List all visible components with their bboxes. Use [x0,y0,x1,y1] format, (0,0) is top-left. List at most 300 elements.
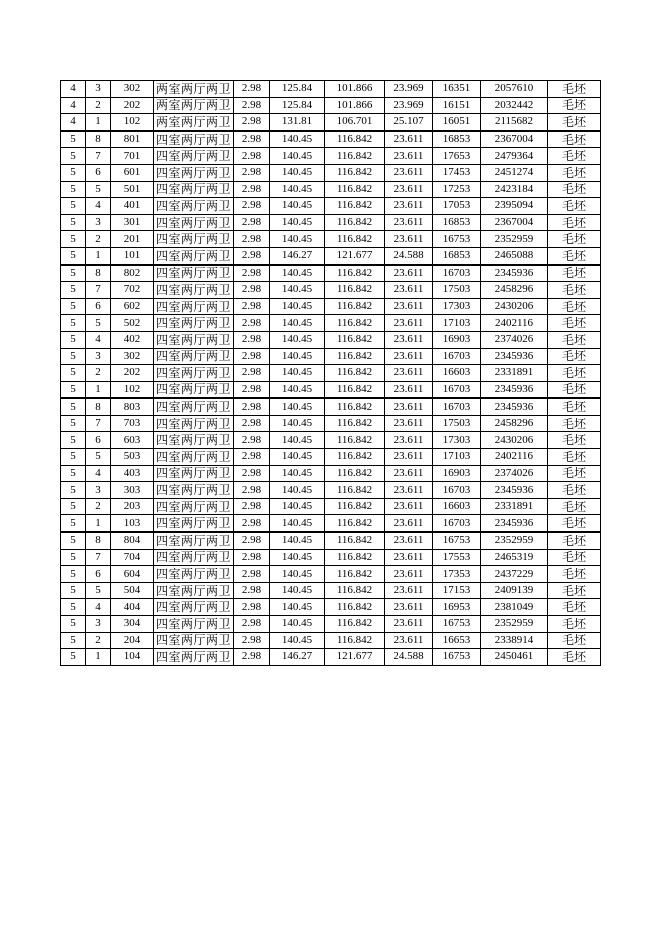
cell-decoration: 毛坯 [548,432,601,449]
cell-floor: 6 [86,566,111,583]
cell-height: 2.98 [234,649,270,666]
cell-building: 5 [61,532,86,549]
cell-shared_area: 23.611 [385,214,433,231]
cell-decoration: 毛坯 [548,415,601,432]
cell-unit_price: 16703 [433,381,481,398]
cell-floor: 7 [86,148,111,165]
cell-building: 5 [61,315,86,332]
cell-unit_type: 四室两厅两卫 [154,247,234,264]
cell-decoration: 毛坯 [548,549,601,566]
cell-total_price: 2451274 [481,164,548,181]
cell-unit_type: 四室两厅两卫 [154,164,234,181]
cell-decoration: 毛坯 [548,482,601,499]
cell-gross_area: 140.45 [270,231,325,248]
cell-unit_type: 四室两厅两卫 [154,532,234,549]
cell-unit_type: 两室两厅两卫 [154,97,234,114]
cell-room_no: 302 [111,348,154,365]
table-row [61,532,601,549]
cell-unit_type: 四室两厅两卫 [154,566,234,583]
cell-building: 5 [61,515,86,532]
cell-unit_price: 16703 [433,482,481,499]
cell-unit_type: 四室两厅两卫 [154,582,234,599]
cell-gross_area: 140.45 [270,432,325,449]
cell-unit_type: 四室两厅两卫 [154,265,234,282]
table-row [61,432,601,449]
cell-gross_area: 140.45 [270,398,325,415]
cell-inner_area: 116.842 [325,315,385,332]
cell-building: 5 [61,465,86,482]
cell-height: 2.98 [234,398,270,415]
cell-shared_area: 23.611 [385,298,433,315]
cell-unit_type: 四室两厅两卫 [154,599,234,616]
cell-gross_area: 146.27 [270,649,325,666]
cell-unit_type: 四室两厅两卫 [154,415,234,432]
table-row [61,148,601,165]
cell-floor: 3 [86,81,111,98]
cell-height: 2.98 [234,566,270,583]
table-row [61,214,601,231]
cell-height: 2.98 [234,282,270,299]
cell-gross_area: 140.45 [270,148,325,165]
cell-room_no: 803 [111,398,154,415]
cell-unit_type: 四室两厅两卫 [154,549,234,566]
cell-building: 5 [61,582,86,599]
cell-total_price: 2450461 [481,649,548,666]
cell-inner_area: 116.842 [325,231,385,248]
cell-total_price: 2374026 [481,465,548,482]
cell-floor: 2 [86,97,111,114]
cell-gross_area: 131.81 [270,114,325,131]
cell-room_no: 202 [111,97,154,114]
cell-unit_price: 16853 [433,214,481,231]
table-row [61,632,601,649]
cell-shared_area: 23.611 [385,599,433,616]
cell-room_no: 804 [111,532,154,549]
cell-height: 2.98 [234,415,270,432]
cell-building: 5 [61,164,86,181]
cell-unit_price: 16703 [433,398,481,415]
cell-shared_area: 23.611 [385,164,433,181]
cell-floor: 1 [86,247,111,264]
cell-floor: 8 [86,398,111,415]
cell-height: 2.98 [234,214,270,231]
table-row [61,482,601,499]
cell-unit_price: 16603 [433,498,481,515]
cell-floor: 2 [86,632,111,649]
cell-inner_area: 116.842 [325,515,385,532]
cell-gross_area: 140.45 [270,381,325,398]
cell-height: 2.98 [234,432,270,449]
cell-unit_type: 四室两厅两卫 [154,181,234,198]
cell-gross_area: 140.45 [270,365,325,382]
cell-inner_area: 116.842 [325,582,385,599]
cell-building: 5 [61,616,86,633]
cell-decoration: 毛坯 [548,599,601,616]
cell-decoration: 毛坯 [548,566,601,583]
cell-decoration: 毛坯 [548,365,601,382]
cell-room_no: 104 [111,649,154,666]
cell-room_no: 201 [111,231,154,248]
cell-inner_area: 116.842 [325,348,385,365]
cell-shared_area: 23.611 [385,331,433,348]
cell-total_price: 2395094 [481,198,548,215]
cell-height: 2.98 [234,582,270,599]
cell-unit_price: 16903 [433,465,481,482]
cell-floor: 2 [86,231,111,248]
cell-floor: 8 [86,265,111,282]
cell-height: 2.98 [234,298,270,315]
table-row [61,331,601,348]
cell-gross_area: 140.45 [270,265,325,282]
cell-gross_area: 140.45 [270,348,325,365]
cell-floor: 7 [86,549,111,566]
cell-floor: 5 [86,582,111,599]
cell-inner_area: 116.842 [325,282,385,299]
cell-gross_area: 140.45 [270,331,325,348]
cell-shared_area: 23.611 [385,315,433,332]
cell-room_no: 702 [111,282,154,299]
cell-room_no: 504 [111,582,154,599]
cell-building: 5 [61,247,86,264]
cell-inner_area: 116.842 [325,265,385,282]
cell-gross_area: 125.84 [270,81,325,98]
cell-unit_type: 四室两厅两卫 [154,482,234,499]
cell-room_no: 802 [111,265,154,282]
cell-shared_area: 23.969 [385,97,433,114]
cell-room_no: 601 [111,164,154,181]
cell-total_price: 2345936 [481,515,548,532]
cell-unit_price: 17653 [433,148,481,165]
table-row [61,415,601,432]
cell-room_no: 203 [111,498,154,515]
cell-floor: 8 [86,532,111,549]
cell-shared_area: 23.611 [385,449,433,466]
cell-floor: 5 [86,181,111,198]
cell-gross_area: 140.45 [270,282,325,299]
cell-unit_price: 17053 [433,198,481,215]
cell-building: 5 [61,148,86,165]
cell-room_no: 103 [111,515,154,532]
table-row [61,97,601,114]
cell-building: 5 [61,365,86,382]
cell-unit_price: 16953 [433,599,481,616]
cell-gross_area: 140.45 [270,482,325,499]
cell-inner_area: 116.842 [325,498,385,515]
table-row [61,398,601,415]
cell-building: 5 [61,214,86,231]
cell-shared_area: 23.611 [385,381,433,398]
cell-floor: 6 [86,164,111,181]
cell-shared_area: 23.611 [385,616,433,633]
cell-unit_price: 16703 [433,348,481,365]
cell-unit_type: 两室两厅两卫 [154,114,234,131]
cell-unit_price: 16853 [433,131,481,148]
cell-unit_price: 17103 [433,315,481,332]
cell-unit_price: 17503 [433,282,481,299]
cell-room_no: 501 [111,181,154,198]
cell-room_no: 603 [111,432,154,449]
cell-building: 5 [61,549,86,566]
cell-unit_price: 16753 [433,616,481,633]
cell-floor: 3 [86,348,111,365]
table-row [61,549,601,566]
table-row [61,649,601,666]
cell-inner_area: 116.842 [325,532,385,549]
cell-inner_area: 116.842 [325,214,385,231]
cell-inner_area: 116.842 [325,432,385,449]
cell-building: 5 [61,331,86,348]
cell-height: 2.98 [234,482,270,499]
cell-decoration: 毛坯 [548,81,601,98]
cell-shared_area: 23.611 [385,498,433,515]
cell-decoration: 毛坯 [548,649,601,666]
cell-unit_type: 四室两厅两卫 [154,282,234,299]
table-row [61,449,601,466]
cell-floor: 3 [86,482,111,499]
cell-gross_area: 140.45 [270,566,325,583]
cell-room_no: 301 [111,214,154,231]
cell-height: 2.98 [234,231,270,248]
cell-gross_area: 140.45 [270,616,325,633]
cell-shared_area: 23.611 [385,632,433,649]
cell-height: 2.98 [234,365,270,382]
cell-unit_type: 两室两厅两卫 [154,81,234,98]
cell-floor: 7 [86,415,111,432]
cell-floor: 2 [86,365,111,382]
cell-room_no: 102 [111,114,154,131]
cell-room_no: 304 [111,616,154,633]
table-row [61,282,601,299]
cell-floor: 1 [86,649,111,666]
cell-room_no: 102 [111,381,154,398]
cell-unit_type: 四室两厅两卫 [154,331,234,348]
cell-total_price: 2381049 [481,599,548,616]
cell-unit_type: 四室两厅两卫 [154,231,234,248]
cell-gross_area: 140.45 [270,214,325,231]
cell-floor: 8 [86,131,111,148]
cell-floor: 5 [86,315,111,332]
cell-unit_price: 17153 [433,582,481,599]
cell-unit_type: 四室两厅两卫 [154,214,234,231]
table-row [61,465,601,482]
cell-unit_price: 16903 [433,331,481,348]
cell-height: 2.98 [234,148,270,165]
cell-decoration: 毛坯 [548,214,601,231]
cell-decoration: 毛坯 [548,148,601,165]
cell-inner_area: 116.842 [325,331,385,348]
cell-unit_type: 四室两厅两卫 [154,198,234,215]
cell-unit_price: 16151 [433,97,481,114]
table-row [61,164,601,181]
cell-building: 5 [61,649,86,666]
cell-inner_area: 116.842 [325,298,385,315]
cell-total_price: 2458296 [481,282,548,299]
cell-total_price: 2345936 [481,265,548,282]
cell-floor: 4 [86,331,111,348]
cell-room_no: 604 [111,566,154,583]
cell-total_price: 2352959 [481,616,548,633]
cell-height: 2.98 [234,632,270,649]
cell-building: 4 [61,97,86,114]
cell-room_no: 703 [111,415,154,432]
cell-unit_price: 16753 [433,231,481,248]
cell-building: 5 [61,231,86,248]
cell-unit_type: 四室两厅两卫 [154,432,234,449]
cell-gross_area: 140.45 [270,582,325,599]
cell-unit_price: 16703 [433,515,481,532]
cell-shared_area: 23.611 [385,265,433,282]
table-row [61,616,601,633]
cell-building: 4 [61,114,86,131]
cell-decoration: 毛坯 [548,315,601,332]
cell-total_price: 2032442 [481,97,548,114]
cell-inner_area: 116.842 [325,599,385,616]
cell-decoration: 毛坯 [548,582,601,599]
table-row [61,198,601,215]
cell-shared_area: 23.611 [385,566,433,583]
cell-gross_area: 140.45 [270,549,325,566]
cell-height: 2.98 [234,164,270,181]
cell-building: 5 [61,566,86,583]
cell-inner_area: 116.842 [325,632,385,649]
table-row [61,247,601,264]
cell-decoration: 毛坯 [548,265,601,282]
cell-decoration: 毛坯 [548,298,601,315]
cell-inner_area: 116.842 [325,616,385,633]
cell-room_no: 404 [111,599,154,616]
cell-decoration: 毛坯 [548,616,601,633]
table-row [61,265,601,282]
cell-unit_price: 17253 [433,181,481,198]
cell-building: 5 [61,198,86,215]
cell-decoration: 毛坯 [548,282,601,299]
table-row [61,181,601,198]
cell-shared_area: 23.611 [385,515,433,532]
cell-building: 5 [61,181,86,198]
cell-total_price: 2423184 [481,181,548,198]
cell-decoration: 毛坯 [548,331,601,348]
cell-building: 5 [61,415,86,432]
cell-unit_type: 四室两厅两卫 [154,298,234,315]
cell-total_price: 2430206 [481,432,548,449]
cell-total_price: 2465319 [481,549,548,566]
cell-unit_price: 16653 [433,632,481,649]
cell-gross_area: 125.84 [270,97,325,114]
cell-unit_type: 四室两厅两卫 [154,348,234,365]
cell-height: 2.98 [234,198,270,215]
cell-height: 2.98 [234,515,270,532]
cell-unit_type: 四室两厅两卫 [154,498,234,515]
cell-decoration: 毛坯 [548,131,601,148]
cell-building: 5 [61,265,86,282]
cell-shared_area: 23.969 [385,81,433,98]
cell-unit_price: 17503 [433,415,481,432]
cell-decoration: 毛坯 [548,181,601,198]
cell-total_price: 2331891 [481,498,548,515]
cell-unit_type: 四室两厅两卫 [154,465,234,482]
cell-total_price: 2374026 [481,331,548,348]
cell-room_no: 303 [111,482,154,499]
cell-total_price: 2465088 [481,247,548,264]
cell-decoration: 毛坯 [548,449,601,466]
cell-height: 2.98 [234,449,270,466]
cell-shared_area: 23.611 [385,549,433,566]
cell-decoration: 毛坯 [548,247,601,264]
cell-inner_area: 116.842 [325,482,385,499]
cell-building: 5 [61,282,86,299]
cell-unit_type: 四室两厅两卫 [154,131,234,148]
cell-shared_area: 23.611 [385,148,433,165]
cell-unit_type: 四室两厅两卫 [154,148,234,165]
cell-shared_area: 23.611 [385,231,433,248]
cell-inner_area: 116.842 [325,415,385,432]
cell-room_no: 602 [111,298,154,315]
cell-room_no: 704 [111,549,154,566]
cell-inner_area: 116.842 [325,164,385,181]
cell-gross_area: 140.45 [270,415,325,432]
table-row [61,365,601,382]
cell-decoration: 毛坯 [548,515,601,532]
price-table-body [61,81,601,666]
cell-inner_area: 116.842 [325,381,385,398]
cell-height: 2.98 [234,265,270,282]
cell-floor: 6 [86,298,111,315]
cell-height: 2.98 [234,616,270,633]
cell-unit_type: 四室两厅两卫 [154,315,234,332]
cell-shared_area: 23.611 [385,415,433,432]
cell-unit_price: 16753 [433,649,481,666]
cell-total_price: 2352959 [481,231,548,248]
table-row [61,114,601,131]
cell-gross_area: 140.45 [270,198,325,215]
cell-total_price: 2338914 [481,632,548,649]
cell-shared_area: 23.611 [385,465,433,482]
cell-shared_area: 24.588 [385,247,433,264]
cell-total_price: 2409139 [481,582,548,599]
cell-floor: 4 [86,198,111,215]
table-row [61,566,601,583]
cell-room_no: 503 [111,449,154,466]
table-row [61,131,601,148]
cell-inner_area: 116.842 [325,131,385,148]
cell-total_price: 2345936 [481,398,548,415]
cell-total_price: 2345936 [481,381,548,398]
cell-unit_price: 17353 [433,566,481,583]
cell-height: 2.98 [234,381,270,398]
cell-gross_area: 140.45 [270,181,325,198]
table-row [61,315,601,332]
cell-shared_area: 23.611 [385,282,433,299]
cell-height: 2.98 [234,465,270,482]
cell-floor: 4 [86,599,111,616]
cell-total_price: 2352959 [481,532,548,549]
cell-total_price: 2345936 [481,348,548,365]
cell-total_price: 2430206 [481,298,548,315]
cell-total_price: 2402116 [481,315,548,332]
cell-inner_area: 106.701 [325,114,385,131]
table-row [61,231,601,248]
cell-building: 5 [61,498,86,515]
cell-gross_area: 140.45 [270,131,325,148]
cell-total_price: 2057610 [481,81,548,98]
cell-decoration: 毛坯 [548,198,601,215]
cell-building: 5 [61,348,86,365]
cell-total_price: 2367004 [481,131,548,148]
cell-gross_area: 140.45 [270,164,325,181]
cell-total_price: 2437229 [481,566,548,583]
cell-room_no: 403 [111,465,154,482]
cell-shared_area: 23.611 [385,432,433,449]
